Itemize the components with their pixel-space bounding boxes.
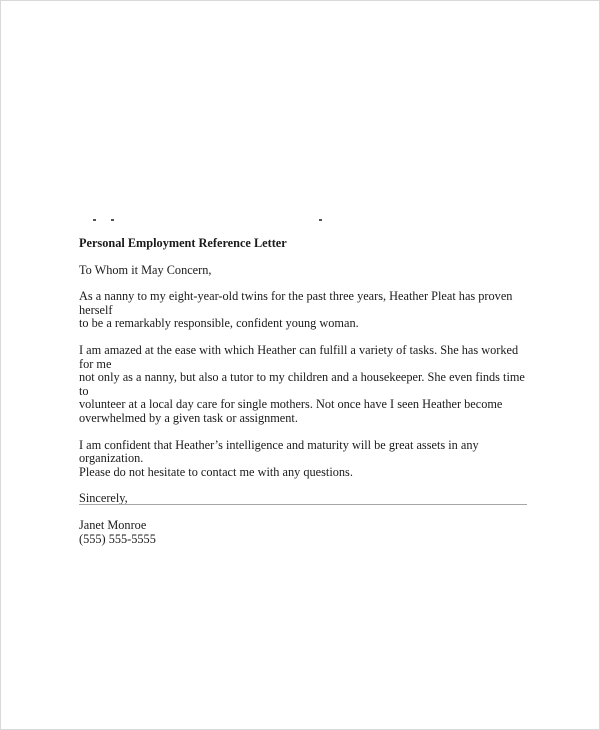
artifact-mark [93,219,96,221]
signer-phone: (555) 555-5555 [79,531,156,546]
letter-title: Personal Employment Reference Letter [79,236,287,250]
salutation: To Whom it May Concern, [79,262,212,277]
signer-name: Janet Monroe [79,517,147,532]
closing: Sincerely, [79,491,128,506]
header-artifact-marks [93,219,333,223]
letter-body [79,237,529,546]
artifact-mark [319,219,322,221]
paragraph-2: I am amazed at the ease with which Heather can fulfill a variety of tasks. She has worked for me not only as a nanny, but also a tutor to my children and a housekeeper. She even finds time to volunteer at a local day care for single mothers. Not once have I seen Heather become overwhelmed by a given task or assignment. [79,342,525,425]
paragraph-1: As a nanny to my eight-year-old twins for the past three years, Heather Pleat has proven herself to be a remarkably responsible, confident young woman. [79,289,513,331]
paragraph-3: I am confident that Heather’s intelligence and maturity will be great assets in any organization. Please do not hesitate to contact me with any questions. [79,437,479,479]
footer-divider [79,504,527,505]
artifact-mark [111,219,114,221]
